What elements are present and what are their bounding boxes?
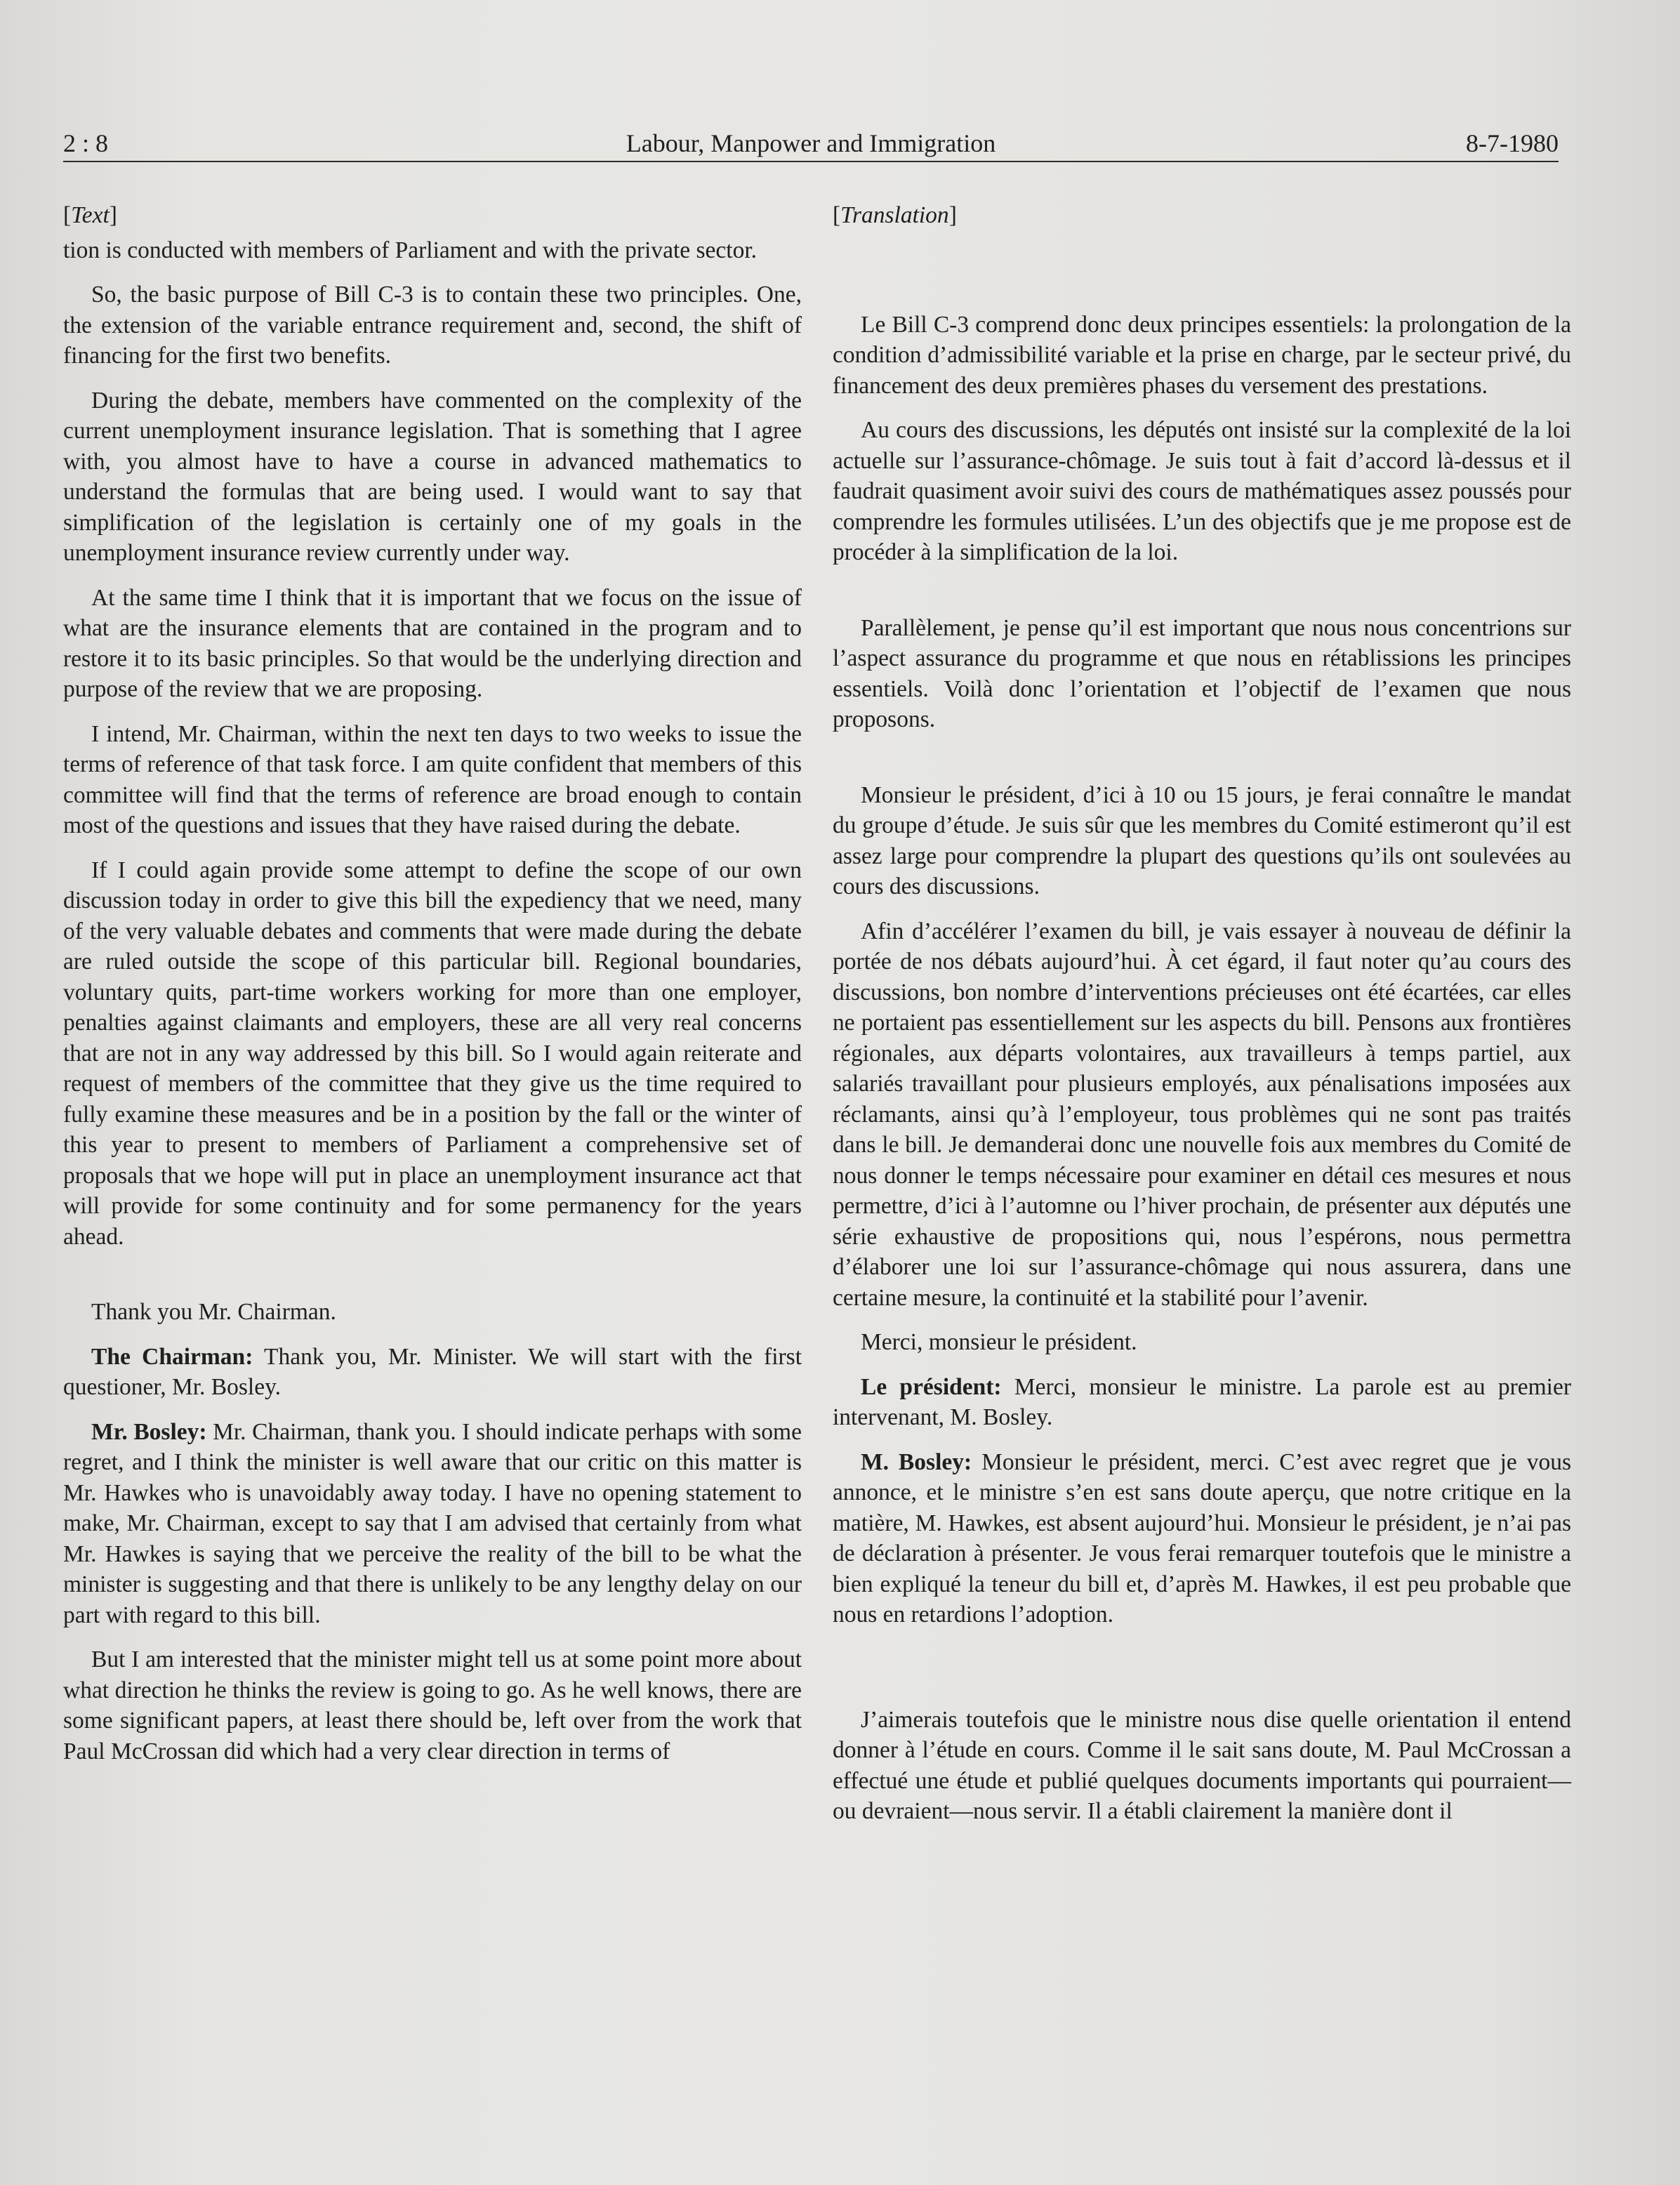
- paragraph: Au cours des discussions, les députés ont insisté sur la complexité de la loi actuelle sur l’assurance-chômage. Je suis tout à fait d’accord là-dessus et il faudrait quasiment avoir suivi des cours de mathématiques assez poussés pour comprendre les formules utilisées. L’un des objectifs que je me propose est de procéder à la simplification de la loi.: [833, 417, 1571, 565]
- speaker-paragraph: M. Bosley: Monsieur le président, merci. C’est avec regret que je vous annonce, et le ministre s’en est sans doute aperçu, que notre critique en la matière, M. Hawkes, est absent aujourd’hui. Monsieur le président, je n’ai pas de déclaration à présenter. Je vous ferai remarquer toutefois que le ministre a bien expliqué la teneur du bill et, d’après M. Hawkes, il est peu probable que nous en retardions l’adoption.: [833, 1448, 1571, 1628]
- header-date: 8-7-1980: [1466, 129, 1559, 157]
- paragraph: Thank you Mr. Chairman.: [91, 1299, 336, 1325]
- speaker-name: Le président:: [861, 1373, 1002, 1400]
- speaker-name: M. Bosley:: [861, 1448, 972, 1475]
- paragraph: tion is conducted with members of Parliament and with the private sector.: [63, 237, 758, 263]
- page-header: [63, 126, 1559, 160]
- speaker-name: The Chairman:: [91, 1343, 253, 1370]
- running-title: Labour, Manpower and Immigration: [626, 129, 996, 157]
- paragraph: Parallèlement, je pense qu’il est important que nous nous concentrions sur l’aspect assurance du programme et que nous en rétablissions les principes essentiels. Voilà donc l’orientation et l’objectif de l’examen que nous proposons.: [833, 614, 1571, 732]
- french-column: [833, 200, 1571, 1827]
- paragraph: I intend, Mr. Chairman, within the next ten days to two weeks to issue the terms of reference of that task force. I am quite confident that members of this committee will find that the terms of reference are broad enough to contain most of the questions and issues that they have raised during the debate.: [63, 720, 802, 838]
- paragraph: During the debate, members have commented on the complexity of the current unemployment insurance legislation. That is something that I agree with, you almost have to have a course in advanced mathematics to understand the formulas that are being used. I would want to say that simplification of the legislation is certainly one of my goals in the unemployment insurance review currently under way.: [63, 387, 802, 566]
- speaker-paragraph: Le président: Merci, monsieur le ministre. La parole est au premier intervenant, M. Bosley.: [833, 1373, 1571, 1430]
- paragraph: Merci, monsieur le président.: [861, 1329, 1137, 1355]
- paragraph: But I am interested that the minister might tell us at some point more about what direction he thinks the review is going to go. As he well knows, there are some significant papers, at least there should be, left over from the work that Paul McCrossan did which had a very clear direction in terms of: [63, 1646, 802, 1764]
- paragraph: J’aimerais toutefois que le ministre nous dise quelle orientation il entend donner à l’étude en cours. Comme il le sait sans doute, M. Paul McCrossan a effectué une étude et publié quelques documents importants qui pourraient—ou devraient—nous servir. Il a établi clairement la manière dont il: [833, 1706, 1571, 1824]
- speaker-name: Mr. Bosley:: [91, 1418, 207, 1445]
- paragraph: At the same time I think that it is important that we focus on the issue of what are the insurance elements that are contained in the program and to restore it to its basic principles. So that would be the underlying direction and purpose of the review that we are proposing.: [63, 584, 802, 702]
- page-number: 2 : 8: [63, 129, 109, 157]
- paragraph: Le Bill C-3 comprend donc deux principes essentiels: la prolongation de la condition d’admissibilité variable et la prise en charge, par le secteur privé, du financement des deux premières phases du versement des prestations.: [833, 311, 1571, 399]
- english-column: [63, 200, 802, 1767]
- column-tag: [Text]: [63, 202, 117, 228]
- paragraph: Monsieur le président, d’ici à 10 ou 15 jours, je ferai connaître le mandat du groupe d’étude. Je suis sûr que les membres du Comité estimeront qu’il est assez large pour comprendre la plupart des questions qu’ils ont soulevées au cours des discussions.: [833, 781, 1571, 899]
- paragraph: So, the basic purpose of Bill C-3 is to contain these two principles. One, the extension of the variable entrance requirement and, second, the shift of financing for the first two benefits.: [63, 282, 802, 369]
- column-tag: [Translation]: [833, 202, 957, 228]
- paragraph: If I could again provide some attempt to define the scope of our own discussion today in order to give this bill the expediency that we need, many of the very valuable debates and comments that were made during the debate are ruled outside the scope of this particular bill. Regional boundaries, voluntary quits, part-time workers working for more than one employer, penalties against claimants and employers, these are all very real concerns that are not in any way addressed by this bill. So I would again reiterate and request of members of the committee that they give us the time required to fully examine these measures and be in a position by the fall or the winter of this year to present to members of Parliament a comprehensive set of proposals that we hope will put in place an unemployment insurance act that will provide for some continuity and for some permanency for the years ahead.: [63, 857, 802, 1250]
- speaker-paragraph: Mr. Bosley: Mr. Chairman, thank you. I should indicate perhaps with some regret, and I think the minister is well aware that our critic on this matter is Mr. Hawkes who is unavoidably away today. I have no opening statement to make, Mr. Chairman, except to say that I am advised that certainly from what Mr. Hawkes is saying that we perceive the reality of the bill to be what the minister is suggesting and that there is unlikely to be any lengthy delay on our part with regard to this bill.: [63, 1418, 802, 1628]
- paragraph: Afin d’accélérer l’examen du bill, je vais essayer à nouveau de définir la portée de nos débats aujourd’hui. À cet égard, il faut noter qu’au cours des discussions, bon nombre d’interventions précieuses ont été écartées, car elles ne portaient pas essentiellement sur les aspects du bill. Pensons aux frontières régionales, aux départs volontaires, aux travailleurs à temps partiel, aux salariés travaillant pour plusieurs employés, aux pénalisations imposées aux réclamants, ainsi qu’à l’employeur, tous problèmes qui ne sont pas traités dans le bill. Je demanderai donc une nouvelle fois aux membres du Comité de nous donner le temps nécessaire pour examiner en détail ces mesures et nous permettre, d’ici à l’automne ou l’hiver prochain, de présenter aux députés une série exhaustive de propositions qui, nous l’espérons, nous permettra d’élaborer une loi sur l’assurance-chômage qui nous assurera, dans une certaine mesure, la continuité et la stabilité pour l’avenir.: [833, 918, 1571, 1311]
- speaker-paragraph: The Chairman: Thank you, Mr. Minister. We will start with the first questioner, Mr. Bosley.: [63, 1343, 802, 1400]
- header-rule: [63, 161, 1559, 162]
